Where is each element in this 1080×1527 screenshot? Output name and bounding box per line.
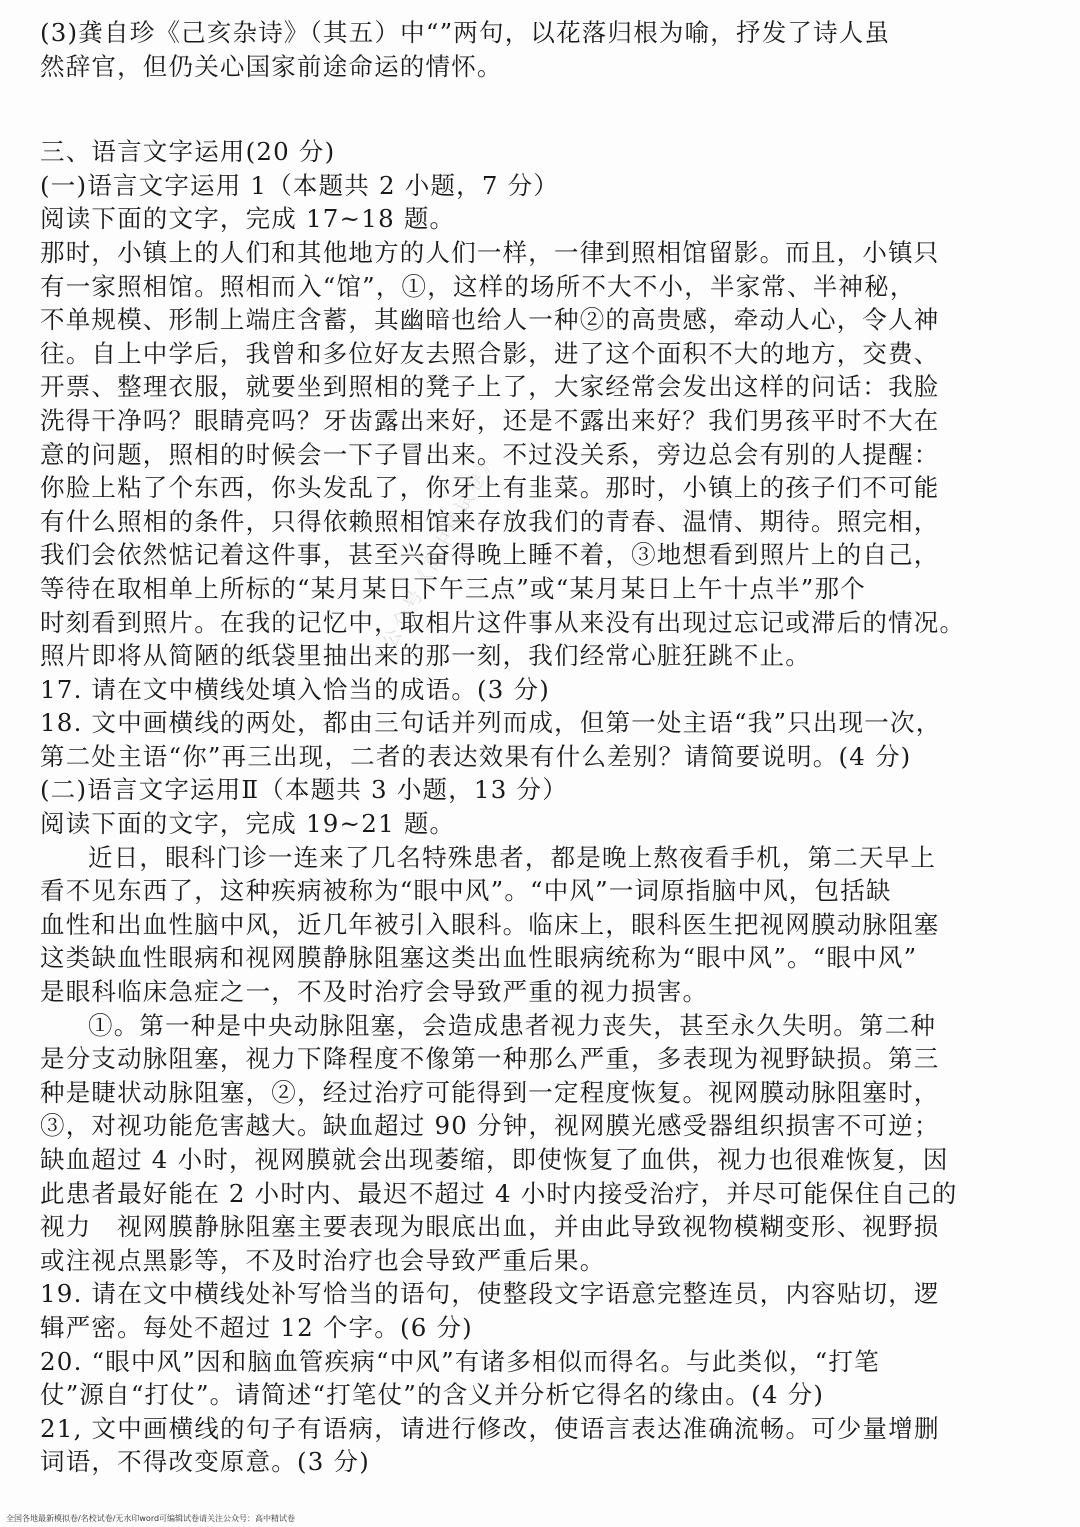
part1-heading: (一)语言文字运用 1（本题共 2 小题，7 分） (40, 170, 560, 200)
passage2-para2-line: 缺血超过 4 小时，视网膜就会出现萎缩，即使恢复了血供，视力也很难恢复，因 (40, 1145, 949, 1174)
passage2-para2-line: 视力 视网膜静脉阻塞主要表现为眼底出血，并由此导致视物模糊变形、视野损 (40, 1212, 940, 1242)
watermark-text: 公众号《高中精试卷》 (378, 447, 502, 653)
question-19-line-1: 19. 请在文中横线处补写恰当的语句，使整段文字语意完整连员，内容贴切，逻 (40, 1279, 940, 1309)
part1-instruction: 阅读下面的文字，完成 17~18 题。 (40, 204, 456, 234)
passage1-line: 有一家照相馆。照相而入“馆”，①，这样的场所不大不小，半家常、半神秘， (40, 271, 916, 301)
passage1-line: 你脸上粘了个东西，你头发乱了，你牙上有韭菜。那时，小镇上的孩子们不可能 (40, 473, 940, 503)
passage1-line: 有什么照相的条件，只得依赖照相馆来存放我们的青春、温情、期待。照完相， (40, 506, 940, 536)
question-20-line-1: 20. “眼中风”因和脑血管疾病“中风”有诸多相似而得名。与此类似，“打笔 (40, 1346, 880, 1376)
question-21-line-2: 词语，不得改变原意。(3 分) (40, 1447, 370, 1477)
passage2-para2-line: ①。第一种是中央动脉阻塞，会造成患者视力丧失，甚至永久失明。第二种 (88, 1010, 937, 1040)
passage1-line: 意的问题，照相的时候会一下子冒出来。不过没关系，旁边总会有别的人提醒： (40, 439, 940, 469)
passage2-para1-line: 这类缺血性眼病和视网膜静脉阻塞这类出血性眼病统称为“眼中风”。“眼中风” (40, 943, 918, 973)
question-20-line-2: 仗”源自“打仗”。请简述“打笔仗”的含义并分析它得名的缘由。(4 分) (40, 1380, 825, 1410)
passage1-line: 洗得干净吗？眼睛亮吗？牙齿露出来好，还是不露出来好？我们男孩平时不大在 (40, 405, 940, 435)
poem-question-line-1: (3)龚自珍《己亥杂诗》（其五）中“”两句，以花落归根为喻，抒发了诗人虽 (40, 18, 891, 47)
passage1-line: 开票、整理衣服，就要坐到照相的凳子上了，大家经常会发出这样的问话：我脸 (40, 372, 940, 402)
passage2-para1-line: 是眼科临床急症之一，不及时治疗会导致严重的视力损害。 (40, 977, 709, 1007)
exam-content (40, 16, 1040, 1479)
section-gap (40, 83, 1040, 135)
question-18-line-1: 18. 文中画横线的两处，都由三句话并列而成，但第一处主语“我”只出现一次， (40, 708, 942, 738)
passage1-line: 我们会依然惦记着这件事，甚至兴奋得晚上睡不着，③地想看到照片上的自己， (40, 540, 940, 570)
passage2-para1-line: 血性和出血性脑中风，近几年被引入眼科。临床上，眼科医生把视网膜动脉阻塞 (40, 909, 940, 939)
question-17: 17. 请在文中横线处填入恰当的成语。(3 分) (40, 674, 551, 704)
passage1-line: 不单规模、形制上端庄含蓄，其幽暗也给人一种②的高贵感，牵动人心，令人神 (40, 305, 940, 335)
question-19-line-2: 辑严密。每处不超过 12 个字。(6 分) (40, 1312, 473, 1342)
passage1-line: 等待在取相单上所标的“某月某日下午三点”或“某月某日上午十点半”那个 (40, 573, 866, 603)
passage2-para1-line: 看不见东西了，这种疾病被称为“眼中风”。“中风”一词原指脑中风，包括缺 (40, 876, 892, 906)
question-18-line-2: 第二处主语“你”再三出现，二者的表达效果有什么差别？请简要说明。(4 分) (40, 741, 912, 771)
poem-question-line-2: 然辞官，但仍关心国家前途命运的情怀。 (40, 51, 503, 81)
question-21-line-1: 21, 文中画横线的句子有语病，请进行修改，使语言表达准确流畅。可少量增删 (40, 1413, 940, 1443)
passage2-para1-line: 近日，眼科门诊一连来了几名特殊患者，都是晚上熬夜看手机，第二天早上 (88, 842, 937, 872)
passage1-line: 照片即将从简陋的纸袋里抽出来的那一刻，我们经常心脏狂跳不止。 (40, 641, 811, 671)
part2-instruction: 阅读下面的文字，完成 19~21 题。 (40, 809, 456, 839)
passage2-para2-line: 或注视点黑影等，不及时治疗也会导致严重后果。 (40, 1245, 606, 1275)
part2-heading: (二)语言文字运用Ⅱ（本题共 3 小题，13 分） (40, 775, 568, 805)
section-heading: 三、语言文字运用(20 分) (40, 137, 336, 167)
passage2-para2-line: 是分支动脉阻塞，视力下降程度不像第一种那么严重，多表现为视野缺损。第三 (40, 1044, 940, 1074)
passage1-line: 那时，小镇上的人们和其他地方的人们一样，一律到照相馆留影。而且，小镇只 (40, 237, 940, 267)
footer-note: 全国各地最新模拟卷/名校试卷/无水印word可编辑试卷请关注公众号：高中精试卷 (6, 1514, 296, 1523)
passage2-para2-line: 此患者最好能在 2 小时内、最迟不超过 4 小时内接受治疗，并尽可能保住自己的 (40, 1178, 958, 1208)
passage1-line: 往。自上中学后，我曾和多位好友去照合影，进了这个面积不大的地方，交费、 (40, 338, 940, 368)
passage2-para2-line: ③，对视功能危害越大。缺血超过 90 分钟，视网膜光感受器组织损害不可逆； (40, 1111, 940, 1141)
passage1-line: 时刻看到照片。在我的记忆中，取相片这件事从来没有出现过忘记或滞后的情况。 (40, 607, 966, 637)
passage2-para2-line: 种是睫状动脉阻塞，②，经过治疗可能得到一定程度恢复。视网膜动脉阻塞时， (40, 1077, 940, 1107)
